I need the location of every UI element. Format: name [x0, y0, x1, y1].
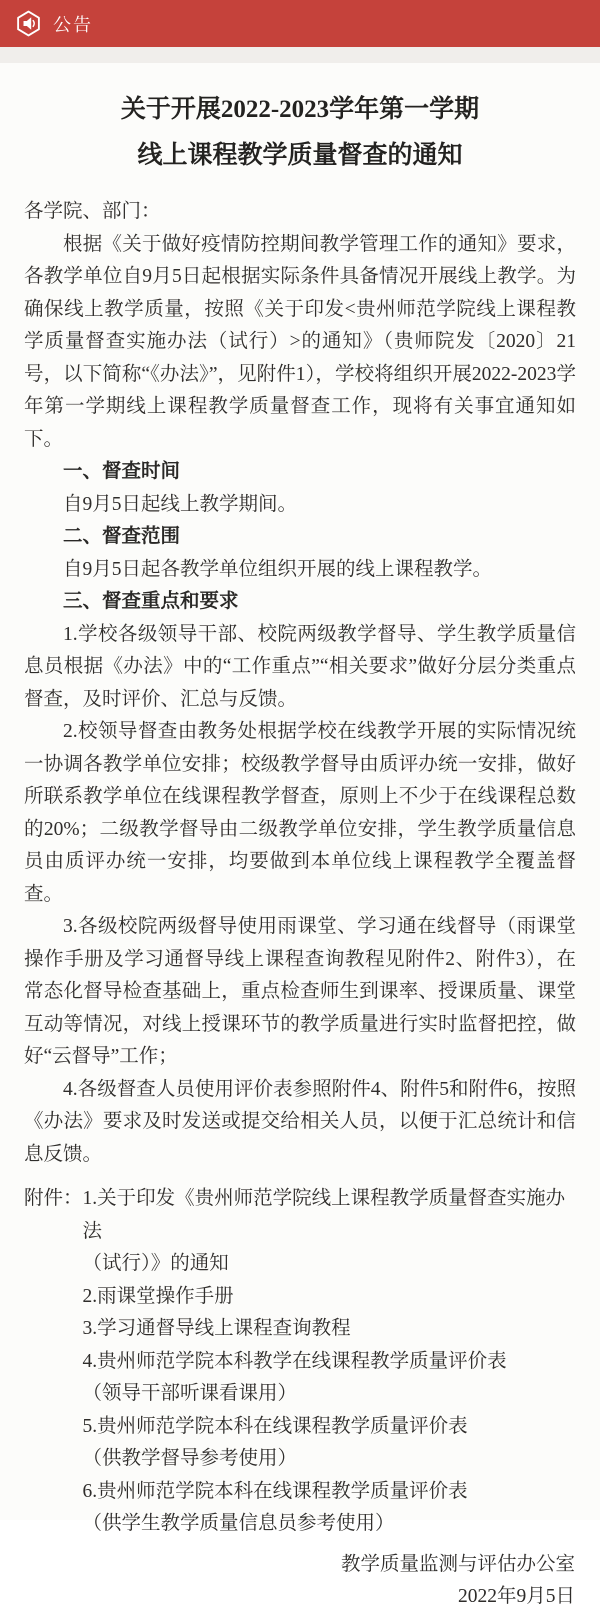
announcement-header[interactable] — [0, 0, 600, 47]
attachment-line: 4.贵州师范学院本科教学在线课程教学质量评价表 — [82, 1350, 507, 1372]
attachments-list — [83, 1183, 576, 1541]
salutation: 各学院、部门： — [24, 201, 161, 222]
attachments-label: 附件： — [24, 1188, 83, 1209]
section-3-item-4: 4.各级督查人员使用评价表参照附件4、附件5和附件6，按照《办法》要求及时发送或提交给相关人员，以便于汇总统计和信息反馈。 — [24, 1078, 576, 1165]
section-3-item-3: 3.各级校院两级督导使用雨课堂、学习通在线督导（雨课堂操作手册及学习通督导线上课程查询教程见附件2、附件3），在常态化督导检查基础上，重点检查师生到课率、授课质量、课堂互动等情况，对线上授课环节的教学质量进行实时监督把控，做好“云督导”工作； — [24, 916, 576, 1067]
intro-paragraph: 根据《关于做好疫情防控期间教学管理工作的通知》要求，各教学单位自9月5日起根据实际条件具备情况开展线上教学。为确保线上教学质量，按照《关于印发<贵州师范学院线上课程教学质量督查实施办法（试行）>的通知》（贵师院发〔2020〕21号，以下简称“《办法》”，见附件1），学校将组织开展2022-2023学年第一学期线上课程教学质量督查工作，现将有关事宜通知如下。 — [24, 233, 576, 450]
attachment-line: 2.雨课堂操作手册 — [82, 1285, 234, 1307]
attachment-line: （供教学督导参考使用） — [82, 1448, 298, 1469]
section-3-item-1: 1.学校各级领导干部、校院两级教学督导、学生教学质量信息员根据《办法》中的“工作重点”“相关要求”做好分层分类重点督查，及时评价、汇总与反馈。 — [24, 623, 576, 710]
section-2-paragraph: 自9月5日起各教学单位组织开展的线上课程教学。 — [63, 558, 493, 580]
attachment-line: （供学生教学质量信息员参考使用） — [82, 1513, 395, 1534]
notice-title-line-2: 线上课程教学质量督查的通知 — [137, 142, 463, 169]
section-heading-1: 一、督查时间 — [63, 461, 181, 482]
attachment-line: 6.贵州师范学院本科在线课程教学质量评价表 — [82, 1480, 468, 1502]
megaphone-icon — [15, 10, 42, 37]
signature-org: 教学质量监测与评估办公室 — [340, 1553, 575, 1575]
announcement-label: 公告 — [53, 14, 93, 35]
notice-title-line-1: 关于开展2022-2023学年第一学期 — [120, 96, 480, 123]
attachment-line: （领导干部听课看课用） — [82, 1383, 298, 1404]
header-divider — [0, 47, 600, 63]
notice-title — [24, 87, 576, 179]
section-heading-2: 二、督查范围 — [63, 526, 181, 547]
signature-date: 2022年9月5日 — [457, 1586, 575, 1607]
attachments-block — [24, 1183, 576, 1541]
notice-document — [0, 63, 600, 1614]
attachment-line: （试行）》的通知 — [82, 1253, 229, 1274]
attachment-line: 5.贵州师范学院本科在线课程教学质量评价表 — [82, 1415, 468, 1437]
section-heading-3: 三、督查重点和要求 — [63, 591, 239, 612]
section-1-paragraph: 自9月5日起线上教学期间。 — [63, 493, 298, 515]
signature-block — [24, 1549, 576, 1614]
attachment-line: 3.学习通督导线上课程查询教程 — [82, 1318, 351, 1339]
attachment-line: 1.关于印发《贵州师范学院线上课程教学质量督查实施办法 — [82, 1188, 566, 1242]
section-3-item-2: 2.校领导督查由教务处根据学校在线教学开展的实际情况统一协调各教学单位安排；校级教学督导由质评办统一安排，做好所联系教学单位在线课程教学督查，原则上不少于在线课程总数的20%；二级教学督导由二级教学单位安排，学生教学质量信息员由质评办统一安排，均要做到本单位线上课程教学全覆盖督查。 — [24, 721, 576, 905]
